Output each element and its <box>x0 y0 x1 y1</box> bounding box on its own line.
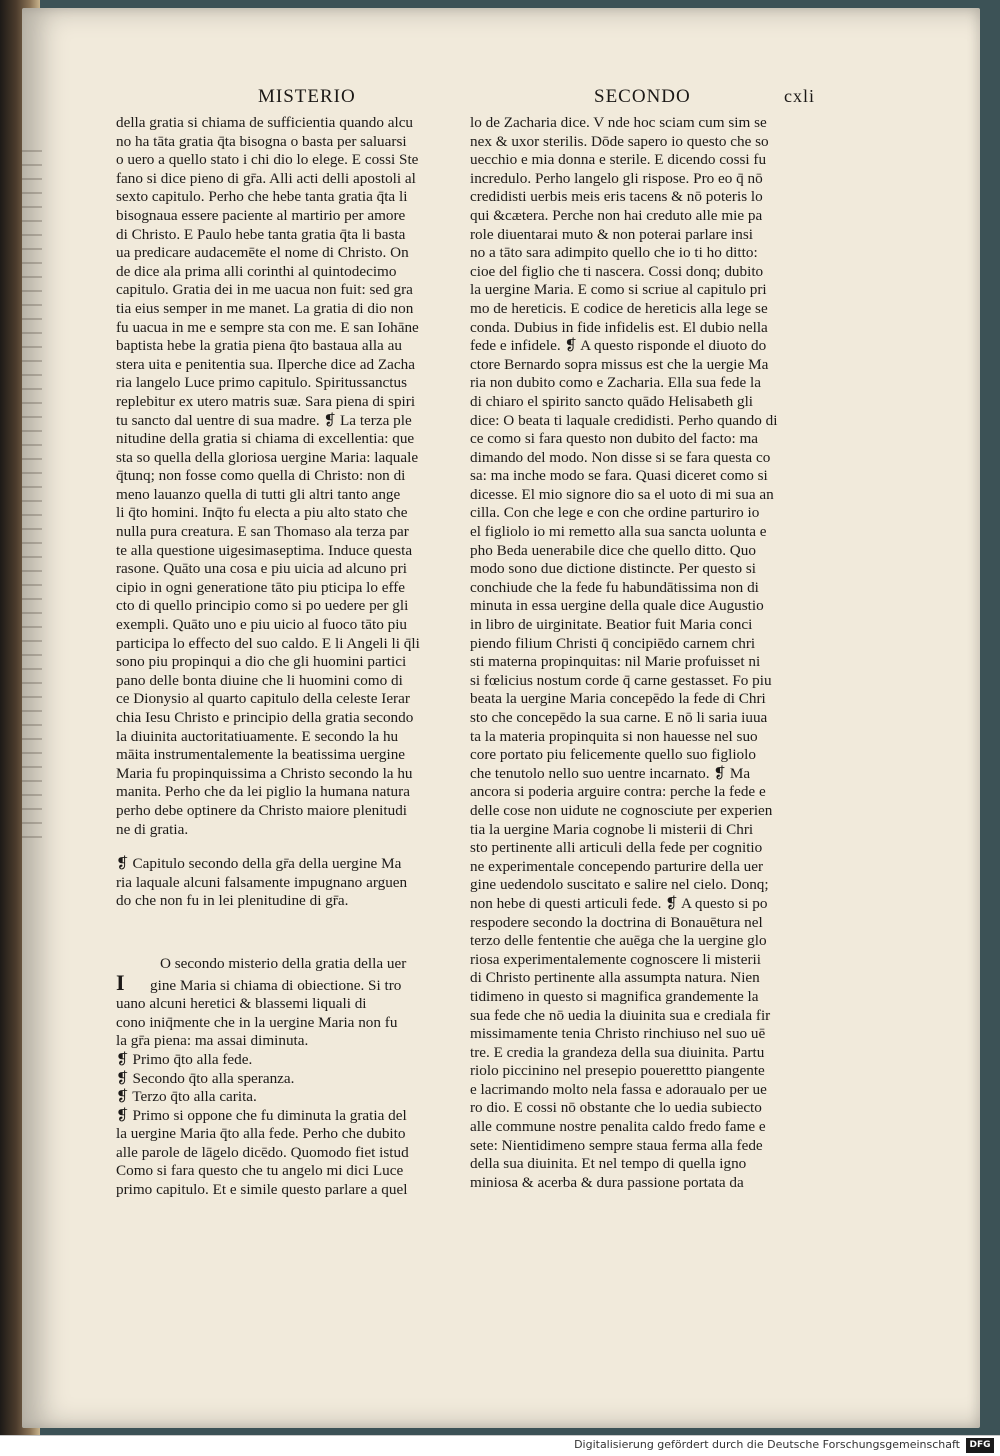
left-column-line: tia eius semper in me manet. La gratia di dio non <box>116 299 414 317</box>
right-column-line: si fœlicius nostum corde q̄ carne gestasset. Fo piu <box>470 671 772 689</box>
right-column-line: ta la materia propinquita si non hauesse nel suo <box>470 727 758 745</box>
left-column-line: bisognaua essere paciente al martirio per amore <box>116 206 406 224</box>
chapter-heading-line: ❡ Capitulo secondo della gr̄a della uergine Ma <box>116 855 402 873</box>
left-column-line: no ha tāta gratia q̄ta bisogna o basta per saluarsi <box>116 132 407 150</box>
right-column-line: sua fede che nō uedia la diuinita sua e crediala fir <box>470 1006 771 1024</box>
right-column-line: ancora si poderia arguire contra: perche la fede e <box>470 783 766 801</box>
left-column-body <box>116 114 456 839</box>
right-column-line: terzo delle fententie che auēga che la uergine glo <box>470 932 767 950</box>
left-column-line: nitudine della gratia si chiama di excellentia: que <box>116 430 415 448</box>
digitization-footer <box>0 1435 1000 1456</box>
right-column-line: modo sono due dictione distincte. Per questo si <box>470 560 756 578</box>
section-line: ❡ Terzo q̄to alla carita. <box>116 1088 257 1106</box>
right-column-line: e lacrimando molto nela fassa e adoraualo per ue <box>470 1080 767 1098</box>
right-column-line: respodere secondo la doctrina di Bonauētura nel <box>470 913 763 931</box>
right-column-line: role diuentarai muto & non poterai parlare insi <box>470 225 753 243</box>
right-column-line: conda. Dubius in fide infidelis est. El dubio nella <box>470 318 768 336</box>
section-line: la gr̄a piena: ma assai diminuta. <box>116 1032 309 1050</box>
chapter-heading <box>116 855 456 911</box>
right-column-line: in libro de uirginitate. Beatior fuit Maria conci <box>470 616 753 634</box>
left-column-line: sexto capitulo. Perho che hebe tanta gratia q̄ta li <box>116 188 408 206</box>
right-column-line: core portato piu felicemente quello suo figliolo <box>470 746 756 764</box>
chapter-heading-line: do che non fu in lei plenitudine di gr̄a. <box>116 892 349 910</box>
chapter-heading-line: ria laquale alcuni falsamente impugnano arguen <box>116 873 408 891</box>
right-column-line: sti materna propinquitas: nil Marie profuisset ni <box>470 653 761 671</box>
left-column-line: sono piu propinqui a dio che gli huomini partici <box>116 653 407 671</box>
left-column-line: te alla questione uigesimaseptima. Induce questa <box>116 541 413 559</box>
right-column-line: credidisti uerbis meis eris tacens & nō poteris lo <box>470 188 763 206</box>
section-line: Como si fara questo che tu angelo mi dici Luce <box>116 1162 404 1180</box>
right-column-line: sto che concepēdo la sua carne. E nō li saria iuua <box>470 709 768 726</box>
right-column-line: ctore Bernardo sopra missus est che la uergie Ma <box>470 355 769 373</box>
left-column-line: replebitur ex utero matris suæ. Sara piena di spiri <box>116 392 416 410</box>
left-column-line: ua predicare audacemēte el nome di Christo. On <box>116 244 409 262</box>
right-column-line: pho Beda uenerabile dice che quello ditto. Quo <box>470 541 756 559</box>
folio-number: cxli <box>784 86 815 106</box>
dfg-logo: DFG <box>966 1438 994 1453</box>
right-column-line: missimamente tenia Christo rinchiuso nel suo uē <box>470 1025 766 1043</box>
right-column-line: no a tāto sara adimpito quello che io ti ho ditto: <box>470 244 758 262</box>
left-column-line: nulla pura creatura. E san Thomaso ala terza par <box>116 523 409 541</box>
right-column-line: riosa experimentalemente cognoscere li misterii <box>470 950 761 968</box>
right-column-line: uecchio e mia donna e sterile. E dicendo cossi fu <box>470 151 767 169</box>
left-column-line: fu uacua in me e sempre sta con me. E san Iohāne <box>116 318 419 336</box>
left-column-line: rasone. Quāto una cosa e piu uicia ad alcuno pri <box>116 560 407 578</box>
left-column-line: māita instrumentalemente la beatissima uergine <box>116 746 406 764</box>
right-column <box>470 114 805 1192</box>
section-line <box>116 969 456 996</box>
section-line: alle parole de lāgelo dicēdo. Quomodo fiet istud <box>116 1143 409 1161</box>
right-column-line: tre. E credia la grandeza della sua diuinita. Partu <box>470 1043 765 1061</box>
right-column-line: dicesse. El mio signore dio sa el uoto di mi sua an <box>470 485 774 503</box>
right-column-line: nex & uxor sterilis. Dōde sapero io questo che so <box>470 132 769 150</box>
right-column-line: alle commune nostre penalita caldo fredo fame e <box>470 1118 766 1136</box>
section-line: ❡ Primo q̄to alla fede. <box>116 1050 253 1068</box>
left-column-line: tu sancto dal uentre di sua madre. ❡ La terza ple <box>116 411 412 429</box>
right-column-line: sto pertinente alli articuli della fede per cognitio <box>470 839 763 857</box>
right-column-line: la uergine Maria. E como si scriue al capitulo pri <box>470 281 767 299</box>
right-column-line: della sua diuinita. Et nel tempo di quella igno <box>470 1155 747 1173</box>
section-line: O secondo misterio della gratia della uer <box>160 954 407 972</box>
right-column-line: mo de hereticis. E codice de hereticis alla lege se <box>470 299 768 317</box>
right-column-line: incredulo. Perho langelo gli rispose. Pro eo q̄ nō <box>470 169 763 187</box>
left-column-line: ne di gratia. <box>116 820 189 838</box>
left-column-line: capitulo. Gratia dei in me uacua non fuit: sed gra <box>116 281 413 299</box>
right-column-line: cioe del figlio che ti nascera. Cossi donq; dubito <box>470 262 764 280</box>
right-column-line: conchiude che la fede fu habundātissima non di <box>470 578 759 596</box>
right-column-line: gine uedendolo suscitato e salire nel cielo. Donq; <box>470 876 769 894</box>
running-head <box>0 86 1000 110</box>
right-column-line: ne experimentale concependo parturire della uer <box>470 857 764 875</box>
left-column-line: manita. Perho che da lei piglio la humana natura <box>116 783 410 801</box>
right-column-line: che tenutolo nello suo uentre incarnato. ❡ Ma <box>470 764 751 782</box>
left-column-line: stera uita e penitentia sua. Ilperche dice ad Zacha <box>116 355 415 373</box>
right-column-line: minuta in essa uergine della quale dice Augustio <box>470 597 764 615</box>
right-column-line: dimando del modo. Non disse si se fara questa co <box>470 448 771 466</box>
section-line: cono iniq̄mente che in la uergine Maria non fu <box>116 1013 398 1031</box>
left-column-line: di Christo. E Paulo hebe tanta gratia q̄ta li basta <box>116 225 406 243</box>
left-column-line: participa lo effecto del suo caldo. E li Angeli li q̄li <box>116 634 420 652</box>
running-head-left: MISTERIO <box>258 86 356 107</box>
right-column-line: el figliolo io mi remetto alla sua sancta uolunta e <box>470 523 767 541</box>
right-column-line: tidimeno in questo si magnifica grandemente la <box>470 987 759 1005</box>
left-column-line: fano si dice pieno di gr̄a. Alli acti delli apostoli al <box>116 169 416 187</box>
left-column-line: cipio in ogni generatione tāto piu pticipa lo effe <box>116 578 406 596</box>
left-column-line: meno lauanzo quella di tutti gli altri tanto ange <box>116 485 401 503</box>
running-head-center: SECONDO <box>594 86 691 107</box>
left-column-line: chia Iesu Christo e principio della gratia secondo <box>116 709 414 726</box>
right-column-line: sete: Nientidimeno sempre staua ferma alla fede <box>470 1136 763 1154</box>
left-column-line: ce Dionysio al quarto capitulo della celeste Ierar <box>116 690 410 708</box>
left-column-line: la diuinita auctoritatiuamente. E secondo la hu <box>116 727 399 745</box>
left-column-line: exempli. Quāto uno e piu uicio al fuoco tāto piu <box>116 616 408 634</box>
right-column-line: ce como si fara questo non dubito del facto: ma <box>470 430 759 448</box>
section-line: uano alcuni heretici & blassemi liquali di <box>116 995 367 1013</box>
right-column-line: fede e infidele. ❡ A questo risponde el diuoto do <box>470 337 767 355</box>
right-column-line: di Christo pertinente alla assumpta natura. Nien <box>470 969 760 987</box>
left-column-line: li q̄to homini. Inq̄to fu electa a piu alto stato che <box>116 504 408 522</box>
section-line: ❡ Secondo q̄to alla speranza. <box>116 1069 295 1087</box>
right-column-line: cilla. Con che lege e con che ordine parturiro io <box>470 504 760 522</box>
right-column-line: beata la uergine Maria concepēdo la fede di Chri <box>470 690 766 708</box>
left-column-line: o uero a quello stato i chi dio lo elege. E cossi Ste <box>116 151 419 169</box>
section-line: primo capitulo. Et e simile questo parlare a quel <box>116 1181 408 1199</box>
right-column-line: lo de Zacharia dice. V nde hoc sciam cum sim se <box>470 114 767 131</box>
right-column-line: delle cose non uidute ne cognosciute per experien <box>470 801 773 819</box>
right-column-line: ro dio. E cossi nō obstante che lo uedia subiecto <box>470 1099 762 1117</box>
left-column-line: perho debe optinere da Christo maiore plenitudi <box>116 801 408 819</box>
right-column-body <box>470 114 805 1192</box>
section-line: ❡ Primo si oppone che fu diminuta la gratia del <box>116 1106 407 1124</box>
facing-page-edge <box>22 138 42 838</box>
right-column-line: ria non dubito como e Zacharia. Ella sua fede la <box>470 374 761 392</box>
right-column-line: qui &cætera. Perche non hai creduto alle mie pa <box>470 206 763 224</box>
section-body <box>116 955 456 1200</box>
left-column-line: ria langelo Luce primo capitulo. Spiritussanctus <box>116 374 408 392</box>
left-column-line: cto di quello principio como si po uedere per gli <box>116 597 409 615</box>
left-column-line: de dice ala prima alli corinthi al quintodecimo <box>116 262 397 280</box>
right-column-line: dice: O beata ti laquale credidisti. Perho quando di <box>470 411 778 429</box>
right-column-line: riolo piccinino nel presepio pouerettto piangente <box>470 1062 765 1080</box>
right-column-line: tia la uergine Maria cognobe li misterii di Chri <box>470 820 754 838</box>
right-column-line: sa: ma inche modo se fara. Quasi diceret como si <box>470 467 768 485</box>
footer-credit: Digitalisierung gefördert durch die Deutsche Forschungsgemeinschaft <box>574 1438 960 1451</box>
left-column-line: baptista hebe la gratia piena q̄to bastaua alla au <box>116 337 402 355</box>
section-line-text: gine Maria si chiama di obiectione. Si tro <box>150 976 402 994</box>
left-column <box>116 114 456 1200</box>
initial-letter: I <box>116 969 125 995</box>
left-column-line: della gratia si chiama de sufficientia quando alcu <box>116 114 414 131</box>
right-column-line: di chiaro el spirito sancto quādo Helisabeth gli <box>470 392 754 410</box>
right-column-line: piendo filium Christi q̄ concipiēdo carnem chri <box>470 634 756 652</box>
section-line: la uergine Maria q̄to alla fede. Perho che dubito <box>116 1125 406 1143</box>
right-column-line: non hebe di questi articuli fede. ❡ A questo si po <box>470 894 768 912</box>
left-column-line: pano delle bonta diuine che li huomini como di <box>116 671 403 689</box>
left-column-line: Maria fu propinquissima a Christo secondo la hu <box>116 764 413 782</box>
left-column-line: sta so quella della gloriosa uergine Maria: laquale <box>116 448 419 466</box>
left-column-line: q̄tunq; non fosse como quella di Christo: non di <box>116 467 406 485</box>
right-column-line: miniosa & acerba & dura passione portata da <box>470 1173 744 1191</box>
